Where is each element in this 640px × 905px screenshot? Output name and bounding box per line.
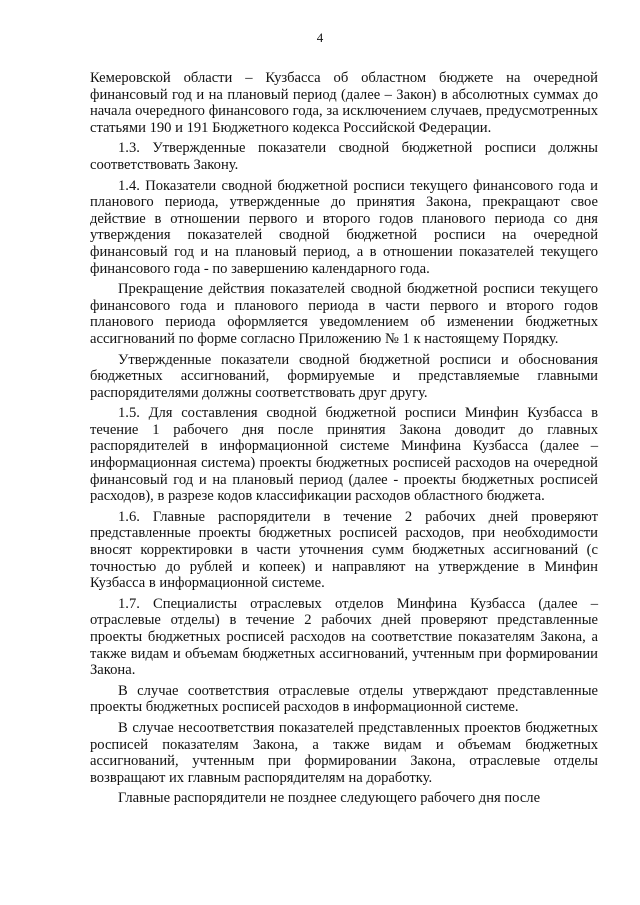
paragraph-1-4: 1.4. Показатели сводной бюджетной росписи текущего финансового года и планового периода, утвержденные до принятия Закона, прекращают свое действие в отношении первого и второго годов планового периода со дня утверждения показателей сводной бюджетной росписи на очередной финансовый год и на плановый период, а в отношении показателей текущего финансового года - по завершению календарного года.: [90, 177, 598, 277]
document-body: [90, 70, 598, 811]
paragraph-1-3: 1.3. Утвержденные показатели сводной бюджетной росписи должны соответствовать Закону.: [90, 140, 598, 173]
paragraph-1-5: 1.5. Для составления сводной бюджетной росписи Минфин Кузбасса в течение 1 рабочего дня после принятия Закона доводит до главных распорядителей в информационной системе Минфина Кузбасса (далее – информационная система) проекты бюджетных росписей расходов на очередной финансовый год и на плановый период (далее - проекты бюджетных росписей расходов), в разрезе кодов классификации расходов областного бюджета.: [90, 405, 598, 505]
paragraph-noncompliance: В случае несоответствия показателей представленных проектов бюджетных росписей показателям Закона, а также видам и объемам бюджетных ассигнований, учтенным при формировании Закона, отраслевые отделы возвращают их главным распорядителям на доработку.: [90, 719, 598, 786]
paragraph-1-7: 1.7. Специалисты отраслевых отделов Минфина Кузбасса (далее – отраслевые отделы) в течение 2 рабочих дней проверяют представленные проекты бюджетных росписей расходов на соответствие показателям Закона, а также видам и объемам бюджетных ассигнований, учтенным при формировании Закона.: [90, 595, 598, 679]
paragraph-1-6: 1.6. Главные распорядители в течение 2 рабочих дней проверяют представленные проекты бюджетных росписей расходов, при необходимости вносят корректировки в части уточнения сумм бюджетных ассигнований (с точностью до рублей и копеек) и направляют на утверждение в Минфин Кузбасса в информационной системе.: [90, 508, 598, 592]
paragraph-compliance: В случае соответствия отраслевые отделы утверждают представленные проекты бюджетных росписей расходов в информационной системе.: [90, 682, 598, 716]
page-number: 4: [316, 30, 324, 45]
paragraph-law-reference: Кемеровской области – Кузбасса об областном бюджете на очередной финансовый год и на плановый период (далее – Закон) в абсолютных суммах до начала очередного финансового года, за исключением случаев, предусмотренных статьями 190 и 191 Бюджетного кодекса Российской Федерации.: [90, 70, 598, 136]
paragraph-approved-indicators: Утвержденные показатели сводной бюджетной росписи и обоснования бюджетных ассигнований, формируемые и представляемые главными распорядителями должны соответствовать друг другу.: [90, 351, 598, 401]
paragraph-termination: Прекращение действия показателей сводной бюджетной росписи текущего финансового года и планового периода в части первого и второго годов планового периода оформляется уведомлением об изменении бюджетных ассигнований по форме согласно Приложению № 1 к настоящему Порядку.: [90, 281, 598, 347]
paragraph-continuation: Главные распорядители не позднее следующего рабочего дня после: [118, 790, 541, 807]
